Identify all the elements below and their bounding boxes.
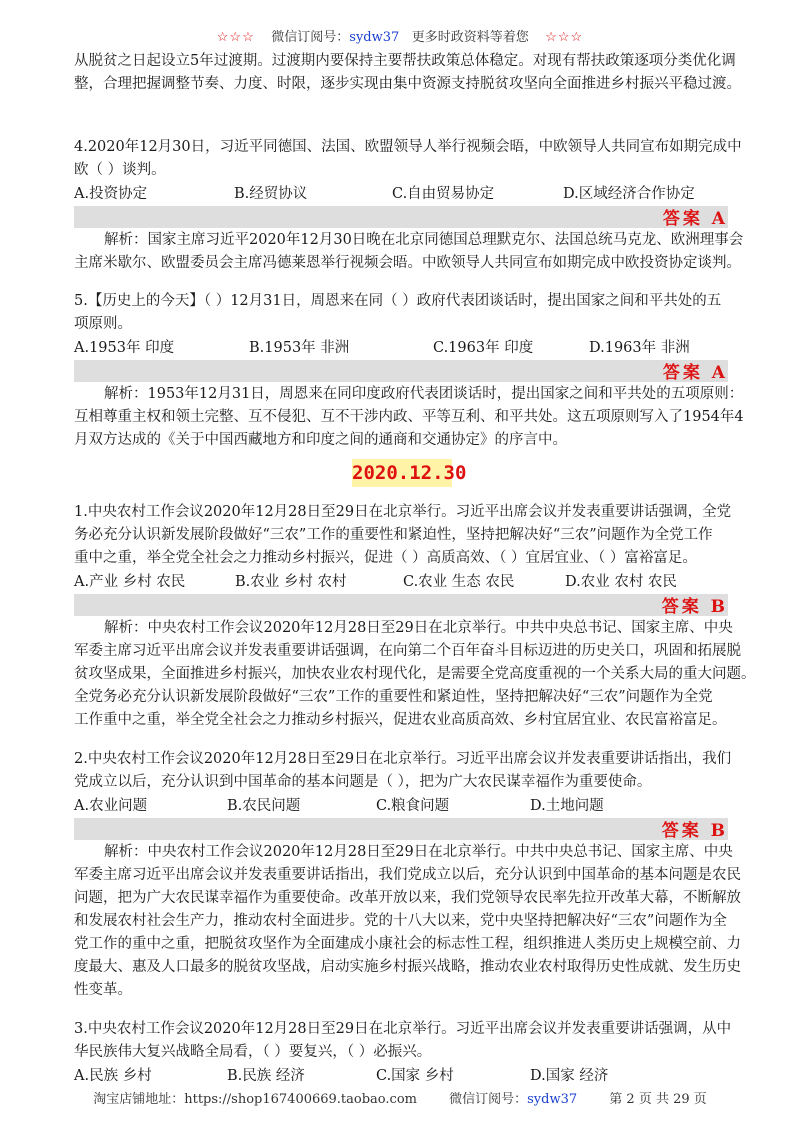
q1-answer: 答案 B (661, 597, 728, 617)
q4-option-b: B.经贸协议 (234, 186, 308, 202)
date-banner: 2020.12.30 (352, 459, 452, 487)
question-2-text: 党成立以后，充分认识到中国革命的基本问题是（ ），把为广大农民谋幸福作为重要使命。 (74, 774, 652, 790)
q4-option-c: C.自由贸易协定 (392, 186, 495, 202)
q2-analysis: 和发展农村社会生产力，推动农村全面进步。党的十八大以来，党中央坚持把解决好“三农”问题作为全 (74, 913, 727, 929)
answer-bar (74, 360, 728, 382)
question-1-text: 重中之重，举全党全社会之力推动乡村振兴，促进（ ）高质高效、（ ）宜居宜业、（ ）富裕富足。 (74, 550, 697, 566)
stars-right: ☆☆☆ (545, 30, 584, 45)
q2-analysis: 党工作的重中之重，把脱贫攻坚作为全面建成小康社会的标志性工程，组织推进人类历史上规模空前、力 (74, 936, 741, 952)
q1-analysis: 贫攻坚成果，全面推进乡村振兴，加快农业农村现代化，是需要全党高度重视的一个关系大局的重大问题。 (74, 666, 756, 682)
q3-option-d: D.国家 经济 (530, 1068, 609, 1084)
q1-option-a: A.产业 乡村 农民 (74, 574, 186, 590)
stars-left: ☆☆☆ (216, 30, 255, 45)
question-2-text: 2.中央农村工作会议2020年12月28日至29日在北京举行。习近平出席会议并发表重要讲话指出，我们 (74, 751, 732, 767)
page-footer (0, 1088, 800, 1107)
q5-analysis: 月双方达成的《关于中国西藏地方和印度之间的通商和交通协定》的序言中。 (74, 432, 567, 448)
question-1-text: 务必充分认识新发展阶段做好“三农”工作的重要性和紧迫性，坚持把解决好“三农”问题作为全党工作 (74, 527, 713, 543)
q2-answer: 答案 B (661, 821, 728, 841)
question-5-text: 5.【历史上的今天】（ ）12月31日，周恩来在同（ ）政府代表团谈话时，提出国家之间和平共处的五 (74, 293, 722, 309)
footer-sub-label: 微信订阅号： (449, 1092, 528, 1107)
page-number: 第 2 页 共 29 页 (609, 1092, 707, 1107)
q2-analysis: 问题，把为广大农民谋幸福作为重要使命。改革开放以来，我们党领导农民率先拉开改革大幕，不断解放 (74, 890, 741, 906)
question-4-text: 4.2020年12月30日，习近平同德国、法国、欧盟领导人举行视频会晤，中欧领导人共同宣布如期完成中 (74, 139, 742, 155)
q2-option-b: B.农民问题 (227, 798, 301, 814)
page-header (0, 26, 800, 45)
q5-option-a: A.1953年 印度 (74, 340, 175, 356)
q1-analysis: 工作重中之重，举全党全社会之力推动乡村振兴，促进农业高质高效、乡村宜居宜业、农民富裕富足。 (74, 712, 727, 728)
q5-option-b: B.1953年 非洲 (249, 340, 350, 356)
answer-bar (74, 594, 728, 616)
shop-address: 淘宝店铺地址：https://shop167400669.taobao.com (93, 1092, 417, 1107)
q1-option-c: C.农业 生态 农民 (403, 574, 515, 590)
question-5-text: 项原则。 (74, 316, 132, 332)
question-4-text: 欧（ ）谈判。 (74, 162, 166, 178)
q2-option-a: A.农业问题 (74, 798, 148, 814)
q4-answer: 答案 A (662, 209, 728, 229)
header-label: 微信订阅号： (271, 30, 350, 45)
q5-option-c: C.1963年 印度 (433, 340, 534, 356)
q2-analysis: 度最大、惠及人口最多的脱贫攻坚战，启动实施乡村振兴战略，推动农业农村取得历史性成就、发生历史 (74, 959, 741, 975)
q1-option-b: B.农业 乡村 农村 (235, 574, 347, 590)
q5-answer: 答案 A (662, 363, 728, 383)
intro-line: 从脱贫之日起设立5年过渡期。过渡期内要保持主要帮扶政策总体稳定。对现有帮扶政策逐项分类优化调 (74, 53, 736, 69)
q4-option-d: D.区域经济合作协定 (563, 186, 695, 202)
q2-option-c: C.粮食问题 (376, 798, 450, 814)
answer-bar (74, 818, 728, 840)
question-3-text: 3.中央农村工作会议2020年12月28日至29日在北京举行。习近平出席会议并发表重要讲话强调，从中 (74, 1021, 732, 1037)
q1-analysis: 军委主席习近平出席会议并发表重要讲话强调，在向第二个百年奋斗目标迈进的历史关口，巩固和拓展脱 (74, 643, 741, 659)
q2-option-d: D.土地问题 (530, 798, 604, 814)
q3-option-c: C.国家 乡村 (376, 1068, 454, 1084)
q1-analysis: 全党务必充分认识新发展阶段做好“三农”工作的重要性和紧迫性，坚持把解决好“三农”问题作为全党 (74, 689, 713, 705)
footer-account: sydw37 (527, 1092, 578, 1107)
q1-analysis: 解析：中央农村工作会议2020年12月28日至29日在北京举行。中共中央总书记、国家主席、中央 (104, 620, 733, 636)
q2-analysis: 性变革。 (74, 982, 132, 998)
q1-option-d: D.农业 农村 农民 (565, 574, 677, 590)
q5-analysis: 解析：1953年12月31日，周恩来在同印度政府代表团谈话时，提出国家之间和平共处的五项原则： (104, 386, 744, 402)
question-3-text: 华民族伟大复兴战略全局看，（ ）要复兴，（ ）必振兴。 (74, 1044, 432, 1060)
question-1-text: 1.中央农村工作会议2020年12月28日至29日在北京举行。习近平出席会议并发表重要讲话强调，全党 (74, 504, 732, 520)
answer-bar (74, 206, 728, 228)
intro-line: 整，合理把握调整节奏、力度、时限，逐步实现由集中资源支持脱贫攻坚向全面推进乡村振兴平稳过渡。 (74, 76, 741, 92)
q4-analysis: 主席米歇尔、欧盟委员会主席冯德莱恩举行视频会晤。中欧领导人共同宣布如期完成中欧投资协定谈判。 (74, 255, 741, 271)
q2-analysis: 军委主席习近平出席会议并发表重要讲话指出，我们党成立以后，充分认识到中国革命的基本问题是农民 (74, 867, 741, 883)
q2-analysis: 解析：中央农村工作会议2020年12月28日至29日在北京举行。中共中央总书记、国家主席、中央 (104, 844, 733, 860)
q3-option-b: B.民族 经济 (227, 1068, 305, 1084)
header-account: sydw37 (349, 30, 400, 45)
q5-option-d: D.1963年 非洲 (589, 340, 690, 356)
q4-option-a: A.投资协定 (74, 186, 148, 202)
header-more: 更多时政资料等着您 (411, 30, 529, 45)
q3-option-a: A.民族 乡村 (74, 1068, 152, 1084)
q5-analysis: 互相尊重主权和领土完整、互不侵犯、互不干涉内政、平等互利、和平共处。这五项原则写入了1954年4 (74, 409, 744, 425)
q4-analysis: 解析：国家主席习近平2020年12月30日晚在北京同德国总理默克尔、法国总统马克龙、欧洲理事会 (104, 232, 744, 248)
